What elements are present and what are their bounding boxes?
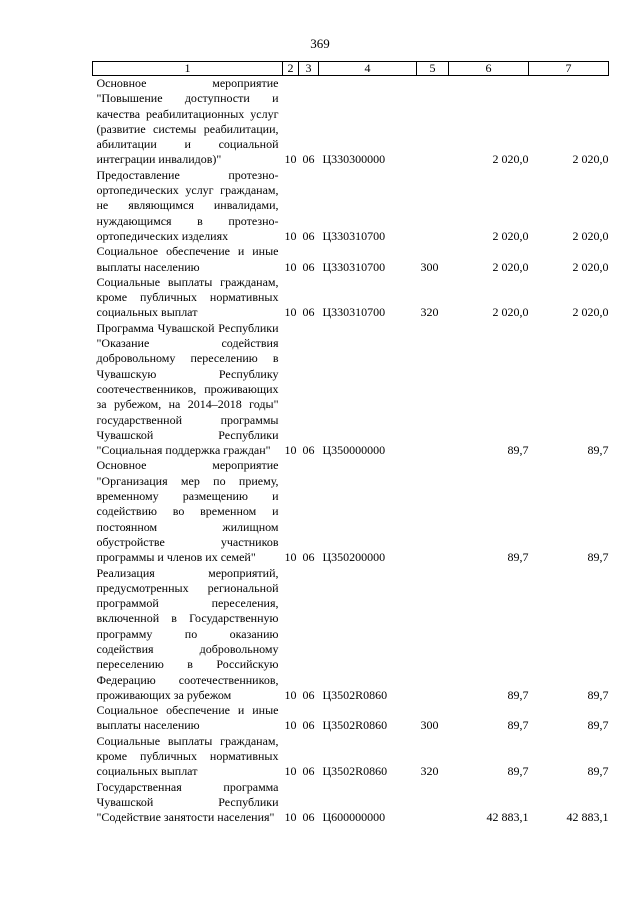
section-code: 10	[284, 810, 297, 825]
expense-type-code	[417, 458, 449, 565]
target-article-code: Ц3502R0860	[322, 718, 388, 733]
column-header: 2	[283, 62, 299, 76]
expense-type-code: 320	[420, 764, 439, 779]
expense-type-code	[417, 76, 449, 168]
amount-year-1: 2 020,0	[492, 228, 529, 243]
subsection-code: 06	[302, 687, 315, 702]
row-name: Социальное обеспечение и иные выплаты населению	[96, 703, 279, 733]
section-code: 10	[284, 550, 297, 565]
row-name: Социальное обеспечение и иные выплаты населению	[96, 244, 279, 274]
expense-type-code	[417, 566, 449, 704]
subsection-code: 06	[302, 718, 315, 733]
table-row	[93, 321, 609, 459]
column-header: 4	[319, 62, 417, 76]
section-code: 10	[284, 687, 297, 702]
subsection-code: 06	[302, 443, 315, 458]
amount-year-1: 89,7	[507, 687, 529, 702]
expense-type-code	[417, 780, 449, 826]
amount-year-2: 89,7	[587, 764, 609, 779]
column-header: 7	[529, 62, 609, 76]
row-name: Предоставление протезно-ортопедических услуг гражданам, не являющимся инвалидами, нуждающимся в протезно-ортопедических изделиях	[96, 167, 279, 243]
amount-year-1: 89,7	[507, 443, 529, 458]
subsection-code: 06	[302, 810, 315, 825]
amount-year-2: 2 020,0	[572, 152, 609, 167]
target-article-code: Ц330300000	[322, 152, 386, 167]
row-name: Основное мероприятие "Организация мер по приему, временному размещению и содействию во временном и постоянном жилищном обустройстве участников программы и членов их семей"	[96, 458, 279, 565]
table-body	[93, 76, 609, 826]
table-row	[93, 780, 609, 826]
column-header: 1	[93, 62, 283, 76]
expense-type-code: 300	[420, 259, 439, 274]
table-row	[93, 566, 609, 704]
subsection-code: 06	[302, 305, 315, 320]
column-numbers-header	[93, 62, 609, 76]
target-article-code: Ц330310700	[322, 228, 386, 243]
amount-year-2: 2 020,0	[572, 259, 609, 274]
amount-year-1: 2 020,0	[492, 152, 529, 167]
section-code: 10	[284, 228, 297, 243]
subsection-code: 06	[302, 764, 315, 779]
table-row	[93, 244, 609, 275]
row-name: Реализация мероприятий, предусмотренных региональной программой переселения, включенной в Государственную программу по оказанию содействия добровольному переселению в Российскую Федерацию соотечественников, проживающих за рубежом	[96, 565, 279, 702]
subsection-code: 06	[302, 550, 315, 565]
table-row	[93, 734, 609, 780]
table-row	[93, 76, 609, 168]
amount-year-2: 2 020,0	[572, 305, 609, 320]
amount-year-2: 2 020,0	[572, 228, 609, 243]
subsection-code: 06	[302, 152, 315, 167]
subsection-code: 06	[302, 228, 315, 243]
target-article-code: Ц330310700	[322, 259, 386, 274]
section-code: 10	[284, 152, 297, 167]
amount-year-2: 89,7	[587, 718, 609, 733]
column-header: 6	[449, 62, 529, 76]
amount-year-1: 2 020,0	[492, 305, 529, 320]
row-name: Государственная программа Чувашской Республики "Содействие занятости населения"	[96, 779, 279, 825]
table-row	[93, 275, 609, 321]
section-code: 10	[284, 764, 297, 779]
table-row	[93, 703, 609, 734]
row-name: Программа Чувашской Республики "Оказание содействия добровольному переселению в Чувашскую Республику соотечественников, проживающих за рубежом, на 2014–2018 годы" государственной программы Чувашской Республики "Социальная поддержка граждан"	[96, 320, 279, 458]
subsection-code: 06	[302, 259, 315, 274]
target-article-code: Ц600000000	[322, 810, 386, 825]
amount-year-1: 89,7	[507, 718, 529, 733]
table-row	[93, 458, 609, 565]
page-number: 369	[310, 36, 330, 51]
amount-year-1: 89,7	[507, 764, 529, 779]
amount-year-2: 42 883,1	[566, 810, 609, 825]
row-name: Социальные выплаты гражданам, кроме публичных нормативных социальных выплат	[96, 274, 279, 320]
column-header: 5	[417, 62, 449, 76]
target-article-code: Ц3502R0860	[322, 687, 388, 702]
amount-year-1: 42 883,1	[486, 810, 529, 825]
section-code: 10	[284, 718, 297, 733]
amount-year-1: 89,7	[507, 550, 529, 565]
amount-year-2: 89,7	[587, 550, 609, 565]
target-article-code: Ц350000000	[322, 443, 386, 458]
target-article-code: Ц350200000	[322, 550, 386, 565]
amount-year-1: 2 020,0	[492, 259, 529, 274]
target-article-code: Ц3502R0860	[322, 764, 388, 779]
table-row	[93, 168, 609, 244]
amount-year-2: 89,7	[587, 443, 609, 458]
column-header: 3	[299, 62, 319, 76]
section-code: 10	[284, 443, 297, 458]
budget-table	[92, 61, 609, 826]
expense-type-code	[417, 168, 449, 244]
section-code: 10	[284, 259, 297, 274]
expense-type-code: 300	[420, 718, 439, 733]
target-article-code: Ц330310700	[322, 305, 386, 320]
row-name: Основное мероприятие "Повышение доступности и качества реабилитационных услуг (развитие системы реабилитации, абилитации и социальной интеграции инвалидов)"	[96, 76, 279, 167]
expense-type-code	[417, 321, 449, 459]
expense-type-code: 320	[420, 305, 439, 320]
section-code: 10	[284, 305, 297, 320]
amount-year-2: 89,7	[587, 687, 609, 702]
row-name: Социальные выплаты гражданам, кроме публичных нормативных социальных выплат	[96, 733, 279, 779]
